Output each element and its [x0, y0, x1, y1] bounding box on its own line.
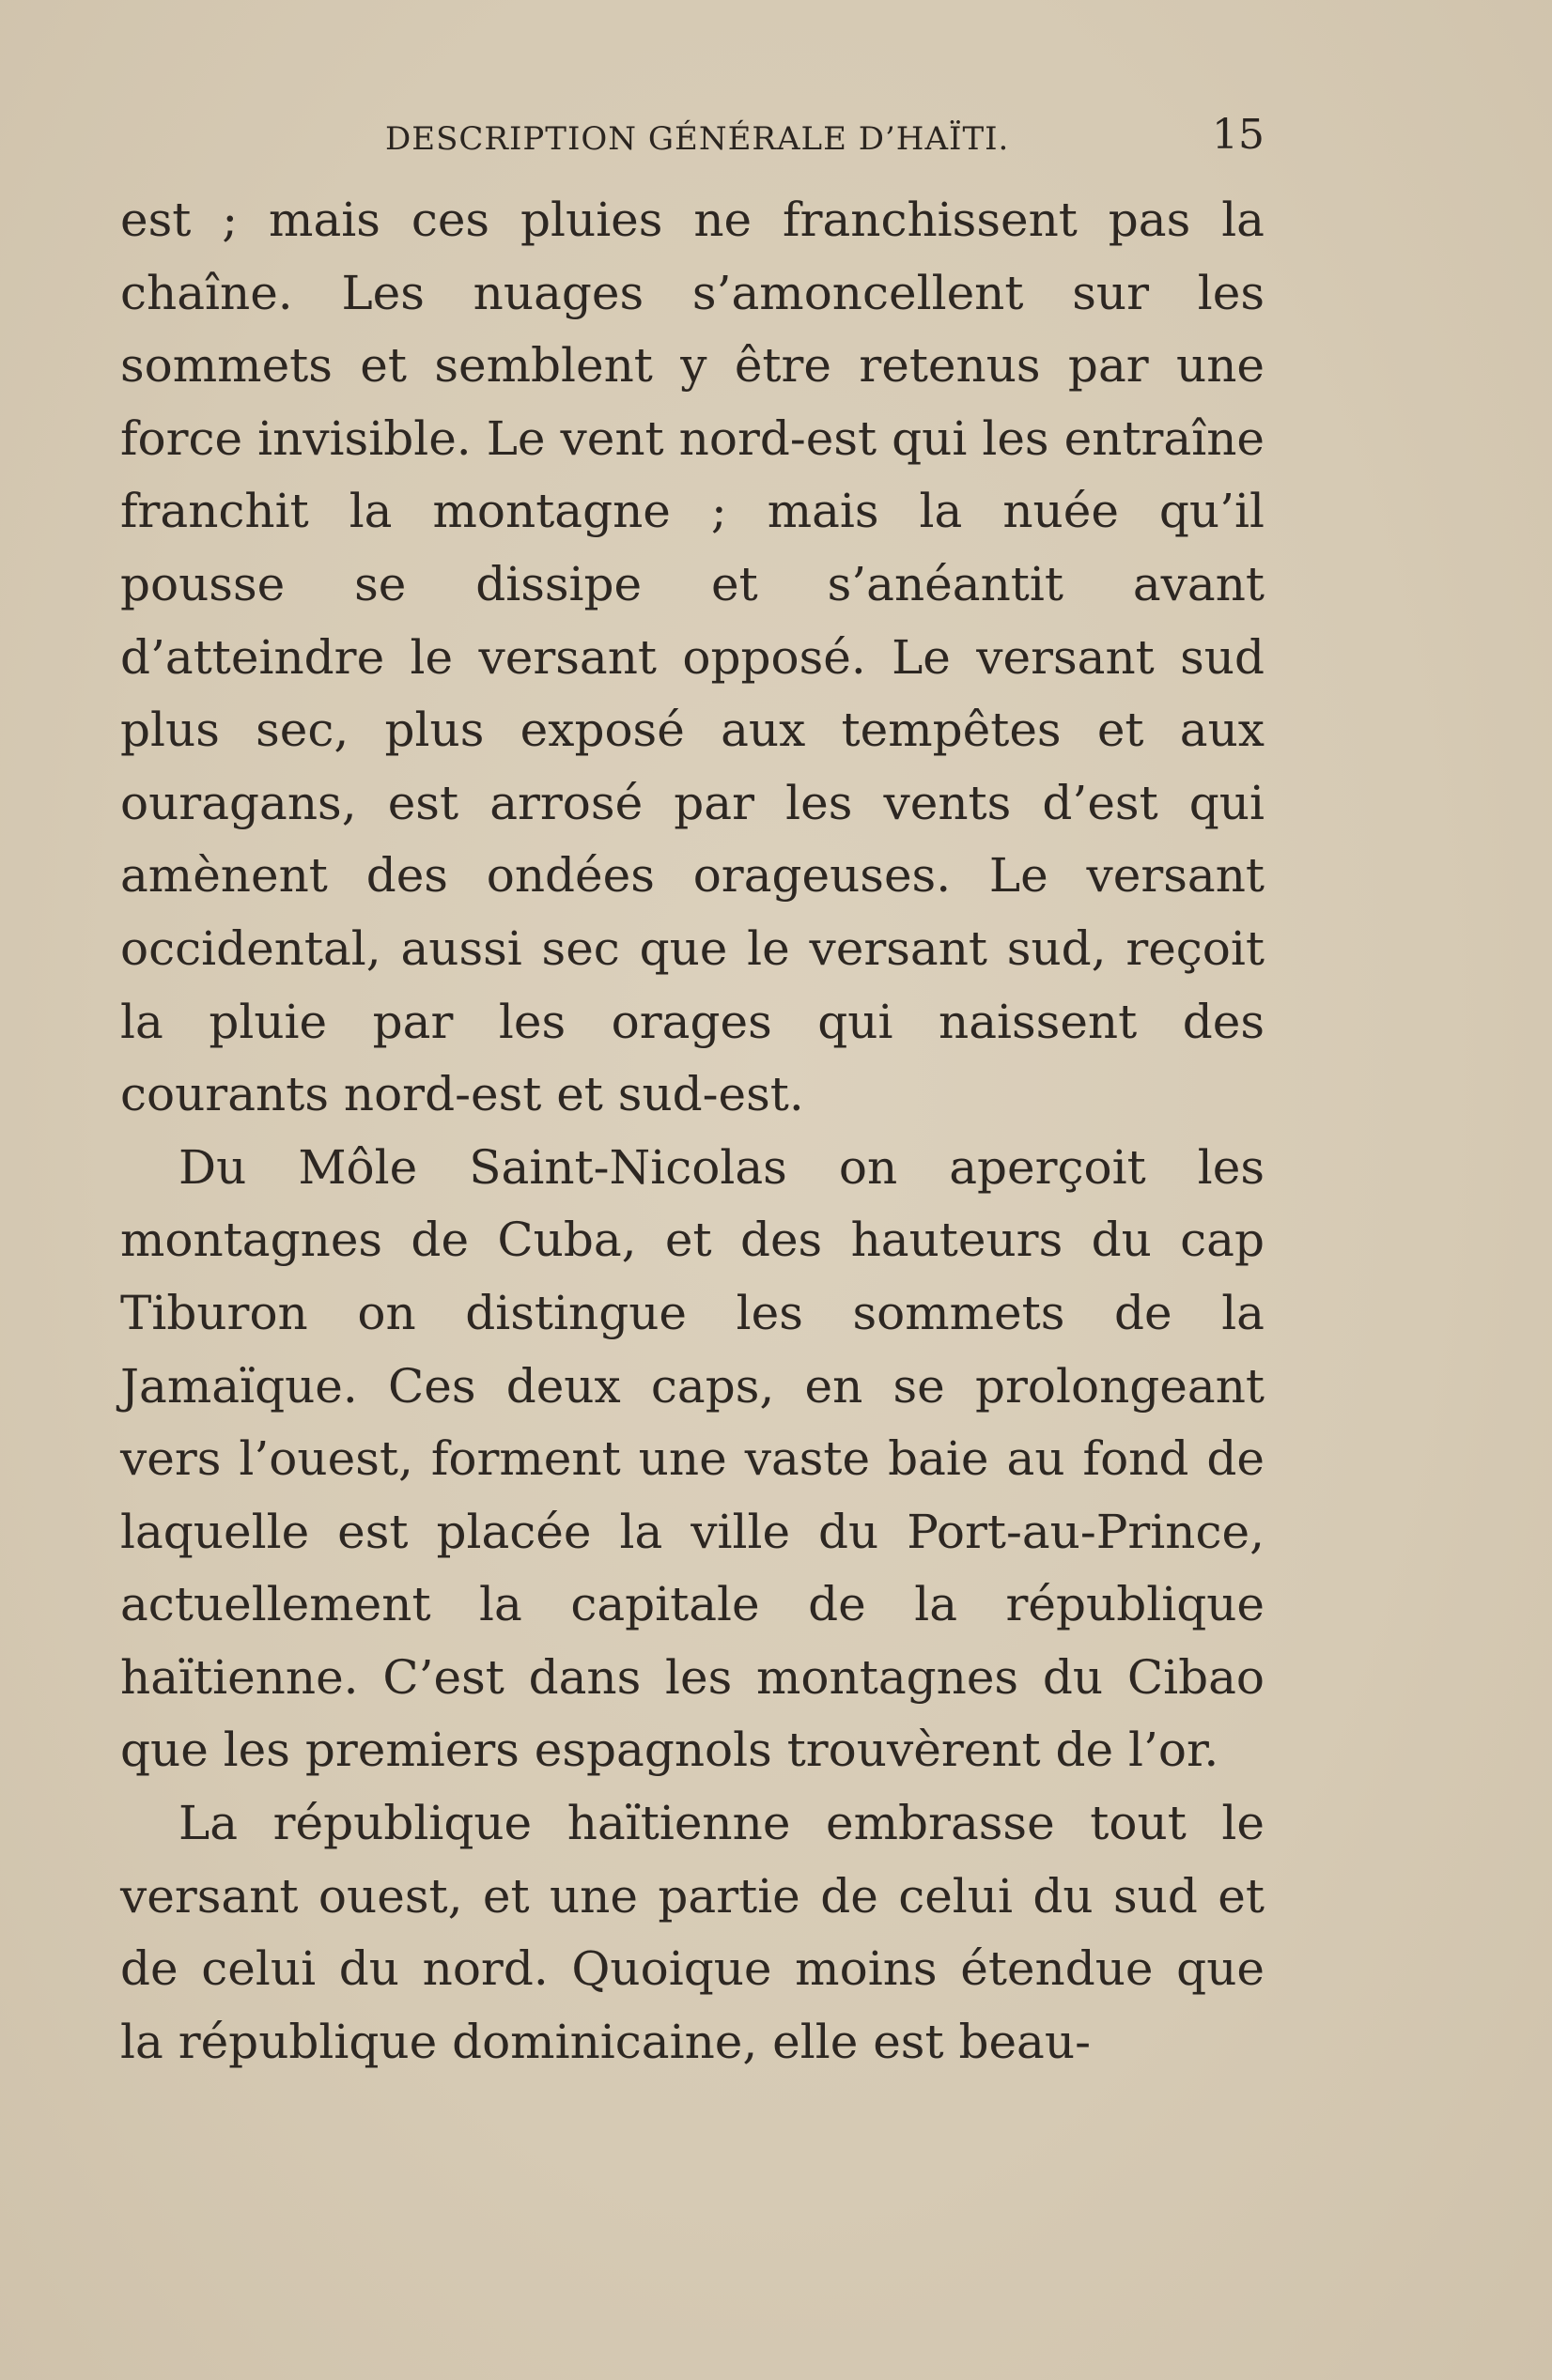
paragraph-continued: est ; mais ces pluies ne franchissent pas la chaîne. Les nuages s’amoncellent sur les sommets et semblent y être retenus par une force invisible. Le vent nord-est qui les entraîne franchit la montagne ; mais la nuée qu’il pousse se dissipe et s’anéantit avant d’atteindre le versant opposé. Le versant sud plus sec, plus exposé aux tempêtes et aux ouragans, est arrosé par les vents d’est qui amènent des ondées orageuses. Le versant occidental, aussi sec que le versant sud, reçoit la pluie par les orages qui naissent des courants nord-est et sud-est. — [120, 193, 1265, 1122]
running-title: DESCRIPTION GÉNÉRALE D’HAÏTI. — [385, 120, 1010, 158]
page-header — [120, 111, 1265, 167]
paragraph-mole-saint-nicolas: Du Môle Saint-Nicolas on aperçoit les montagnes de Cuba, et des hauteurs du cap Tiburon on distingue les sommets de la Jamaïque. Ces deux caps, en se prolongeant vers l’ouest, forment une vaste baie au fond de laquelle est placée la ville du Port-au-Prince, actuellement la capitale de la république haïtienne. C’est dans les montagnes du Cibao que les premiers espagnols trouvèrent de l’or. — [120, 1139, 1265, 1778]
body-text — [120, 184, 1265, 2079]
paragraph-republique-haitienne: La république haïtienne embrasse tout le versant ouest, et une partie de celui du sud et de celui du nord. Quoique moins étendue que la république dominicaine, elle est beau- — [120, 1796, 1265, 2069]
page-number: 15 — [1212, 111, 1265, 159]
